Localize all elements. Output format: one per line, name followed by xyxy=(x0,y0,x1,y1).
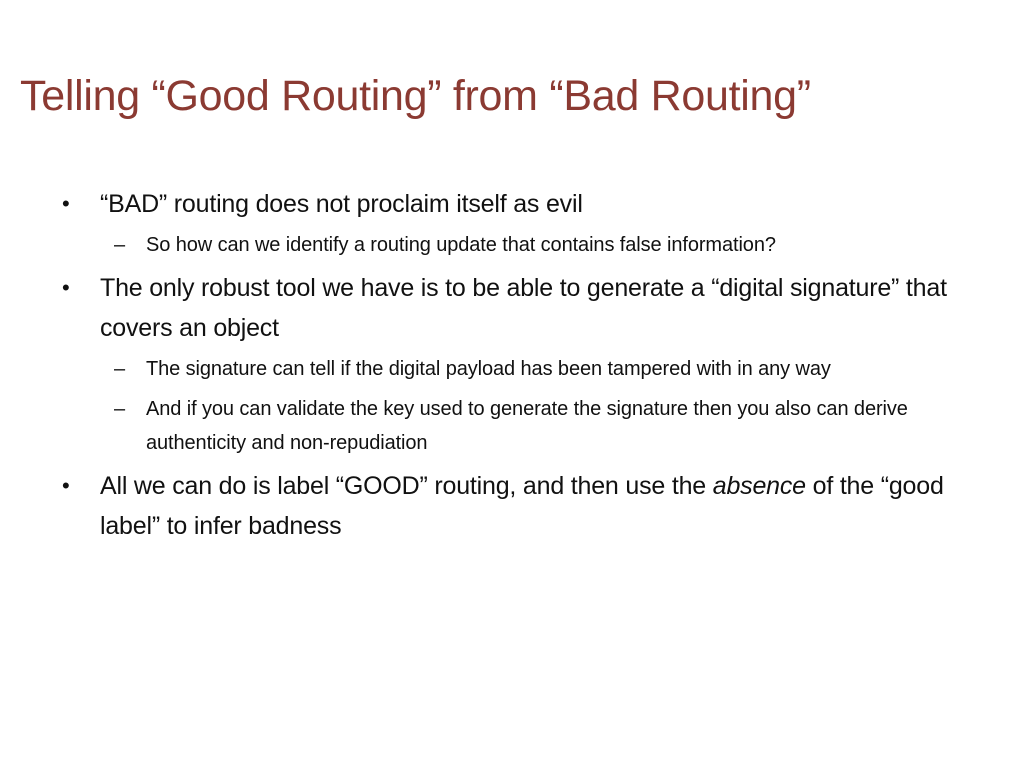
bullet-marker: • xyxy=(62,473,70,498)
sub-bullet-item xyxy=(56,352,976,386)
bullet-text-before: All we can do is label “GOOD” routing, and then use the xyxy=(100,472,713,500)
bullet-text: The only robust tool we have is to be able to generate a “digital signature” that covers an object xyxy=(100,274,947,342)
bullet-text-emphasis: absence xyxy=(712,472,806,500)
bullet-marker: • xyxy=(62,275,70,300)
dash-marker: – xyxy=(114,234,126,256)
slide-body xyxy=(56,184,976,550)
sub-bullet-item xyxy=(56,392,976,460)
bullet-item xyxy=(56,184,976,224)
dash-marker: – xyxy=(114,398,126,420)
bullet-text: “BAD” routing does not proclaim itself as evil xyxy=(100,190,583,218)
slide-title: Telling “Good Routing” from “Bad Routing” xyxy=(20,72,811,120)
bullet-text-after: of the “good label” to infer badness xyxy=(100,472,944,540)
sub-bullet-item xyxy=(56,228,976,262)
sub-bullet-text: So how can we identify a routing update that contains false information? xyxy=(146,234,776,256)
sub-bullet-text: The signature can tell if the digital payload has been tampered with in any way xyxy=(146,358,831,380)
bullet-marker: • xyxy=(62,191,70,216)
bullet-item xyxy=(56,466,976,546)
sub-bullet-text: And if you can validate the key used to generate the signature then you also can derive authenticity and non-repudiation xyxy=(146,398,908,454)
dash-marker: – xyxy=(114,358,126,380)
bullet-item xyxy=(56,268,976,348)
